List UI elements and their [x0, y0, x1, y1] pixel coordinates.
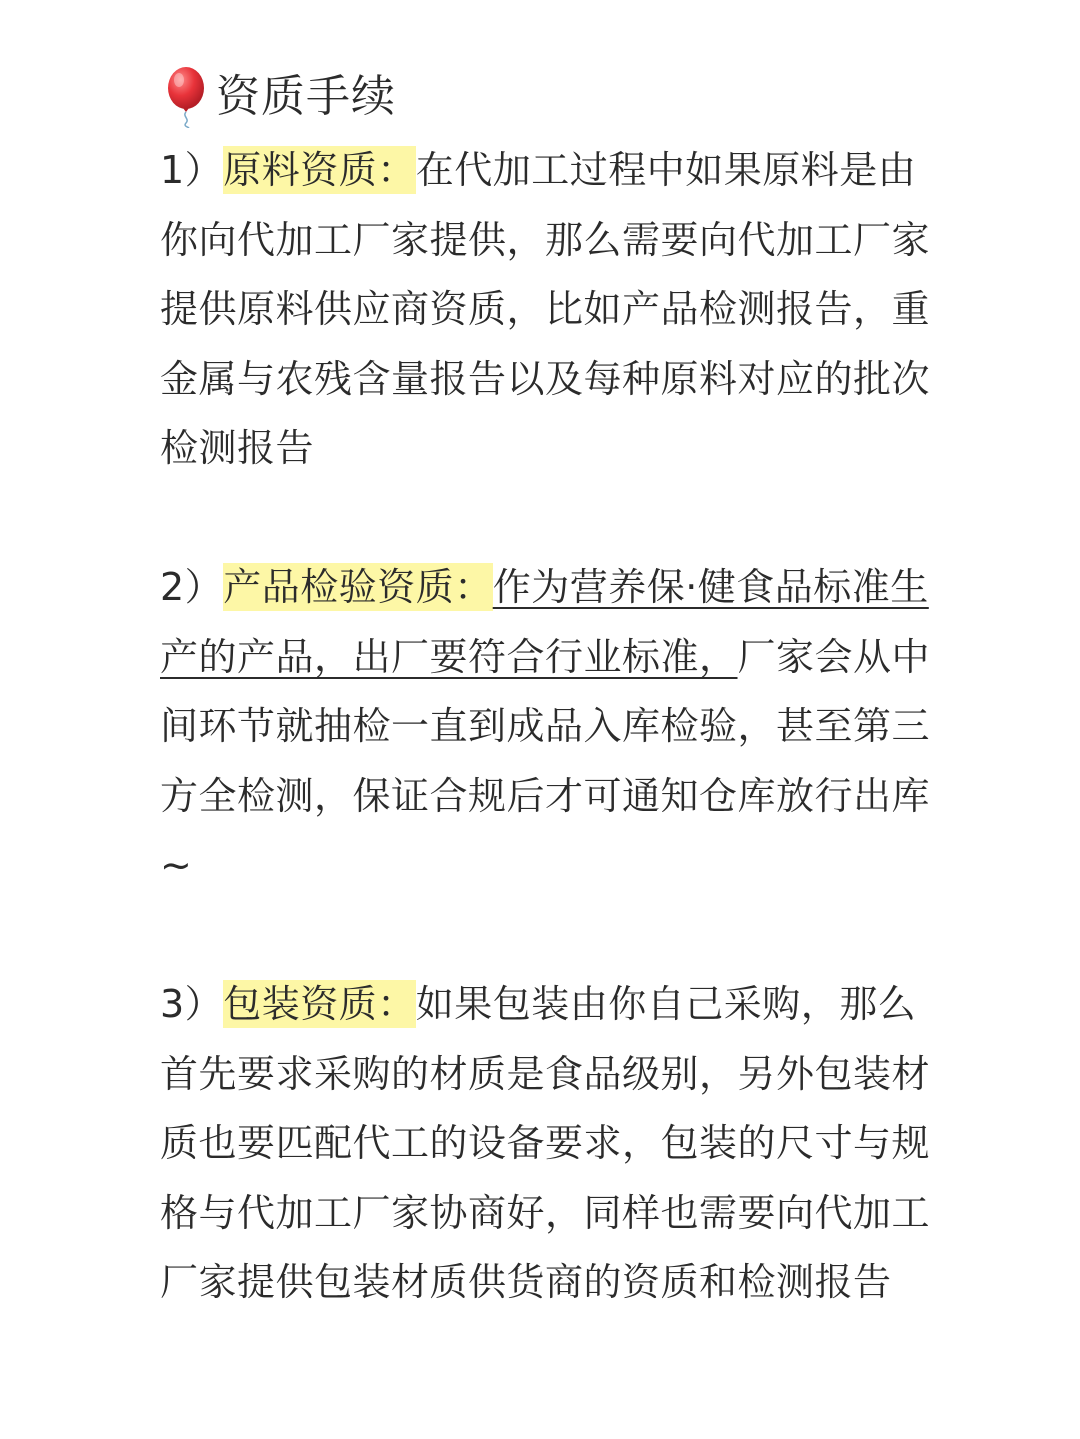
- section-number: 3）: [160, 982, 224, 1026]
- section-raw-material: [160, 136, 950, 484]
- page-title: [162, 64, 396, 130]
- section-product-inspection: [160, 553, 950, 901]
- section-packaging: [160, 970, 950, 1318]
- section-number: 1）: [160, 148, 224, 192]
- section-heading: 原料资质：: [223, 148, 416, 192]
- section-body-underlined: 作为营养保·健食品标准生产的产品，出厂要符合行业标准，: [160, 565, 929, 679]
- section-heading: 产品检验资质：: [223, 565, 493, 609]
- section-number: 2）: [160, 565, 224, 609]
- section-body: 厂家会从中间环节就抽检一直到成品入库检验，甚至第三方全检测，保证合规后才可通知仓库放行出库~: [160, 634, 931, 887]
- section-body: 如果包装由你自己采购，那么首先要求采购的材质是食品级别，另外包装材质也要匹配代工的设备要求，包装的尺寸与规格与代加工厂家协商好，同样也需要向代加工厂家提供包装材质供货商的资质和检测报告: [160, 982, 931, 1304]
- balloon-icon: [162, 66, 212, 128]
- title-text: 资质手续: [216, 71, 396, 122]
- section-heading: 包装资质：: [223, 982, 416, 1026]
- section-body: 在代加工过程中如果原料是由你向代加工厂家提供，那么需要向代加工厂家提供原料供应商资质，比如产品检测报告，重金属与农残含量报告以及每种原料对应的批次检测报告: [160, 148, 931, 470]
